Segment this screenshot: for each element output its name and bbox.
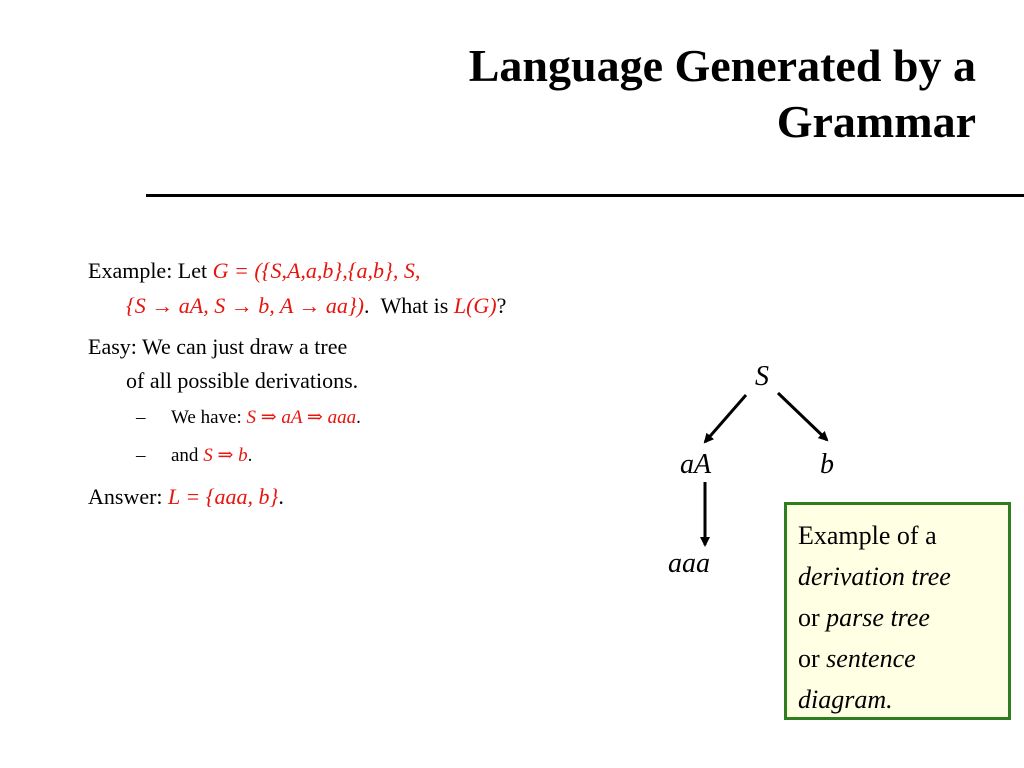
tree-node-leaf: aaa	[668, 548, 710, 579]
note-term-parse-tree: parse tree	[826, 603, 930, 632]
bullet-dash-1: –	[136, 407, 146, 428]
arrow-root-to-right	[778, 393, 827, 440]
answer-suffix: .	[278, 484, 284, 509]
tree-node-root: S	[755, 361, 769, 392]
question-expression: L(G)	[453, 293, 497, 318]
answer-expression: L = {aaa, b}	[168, 484, 279, 509]
bullet-dash-2: –	[136, 445, 146, 466]
note-line-4	[798, 638, 1008, 679]
grammar-definition-part-1: G = ({S,A,a,b},{a,b}, S,	[212, 258, 421, 283]
derivation-tree-note	[784, 502, 1011, 720]
note-term-sentence: sentence	[826, 644, 916, 673]
note-line-3-prefix: or	[798, 603, 827, 632]
note-line-2: derivation tree	[798, 562, 951, 591]
grammar-definition-part-2: {S → aA, S → b, A → aa})	[126, 293, 365, 318]
bullet-2-suffix: .	[247, 445, 253, 466]
example-period: .	[364, 293, 370, 318]
question-mark: ?	[496, 293, 507, 318]
title-line-1: Language Generated by a	[468, 40, 976, 91]
note-line-4-prefix: or	[798, 644, 827, 673]
bullet-1-expression: S ⇒ aA ⇒ aaa	[246, 407, 357, 428]
bullet-2-expression: S ⇒ b	[203, 445, 248, 466]
note-line-5: diagram.	[798, 685, 893, 714]
title-line-2: Grammar	[776, 96, 976, 147]
question-prefix: What is	[380, 293, 454, 318]
tree-node-left: aA	[680, 449, 712, 480]
note-line-3	[798, 597, 1008, 638]
easy-line-1: Easy: We can just draw a tree	[88, 334, 348, 359]
answer-prefix: Answer:	[88, 484, 169, 509]
tree-node-right: b	[820, 449, 834, 480]
easy-line-2: of all possible derivations.	[126, 368, 359, 393]
arrow-root-to-left	[705, 395, 746, 442]
bullet-1-suffix: .	[356, 407, 361, 428]
bullet-2-prefix: and	[171, 445, 204, 466]
example-label: Example: Let	[88, 258, 213, 283]
bullet-1-prefix: We have:	[171, 407, 247, 428]
note-line-1: Example of a	[798, 521, 937, 550]
